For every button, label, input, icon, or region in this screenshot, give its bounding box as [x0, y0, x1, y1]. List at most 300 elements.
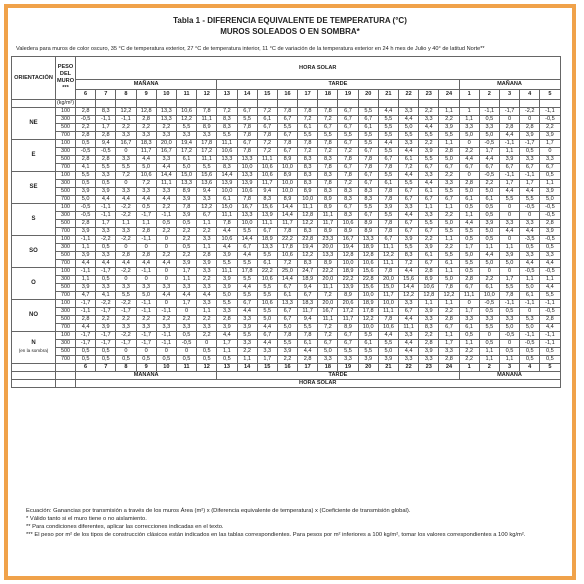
- value-cell: 5,5: [338, 348, 358, 356]
- value-cell: 13,3: [217, 156, 237, 164]
- table-row: [12, 116, 561, 124]
- value-cell: 5,5: [237, 332, 257, 340]
- value-cell: 8,3: [358, 196, 378, 204]
- value-cell: 0: [176, 308, 196, 316]
- value-cell: 3,3: [439, 348, 459, 356]
- blank-cell: [378, 100, 398, 108]
- value-cell: 3,3: [520, 220, 540, 228]
- orientation-note: (en la sombra): [18, 348, 49, 353]
- value-cell: -0,5: [479, 140, 499, 148]
- value-cell: 6,7: [419, 228, 439, 236]
- table-row: [12, 332, 561, 340]
- value-cell: 22,8: [298, 236, 318, 244]
- blank-cell: [12, 372, 56, 380]
- value-cell: 6,1: [257, 116, 277, 124]
- value-cell: 6,1: [277, 292, 297, 300]
- period-morning-2-footer: MAÑANA: [459, 372, 560, 380]
- value-cell: 5,5: [96, 164, 116, 172]
- value-cell: 16,7: [156, 148, 176, 156]
- value-cell: 0: [459, 172, 479, 180]
- value-cell: 8,3: [318, 156, 338, 164]
- value-cell: 5,0: [136, 164, 156, 172]
- value-cell: 0,5: [96, 276, 116, 284]
- value-cell: -0,5: [520, 204, 540, 212]
- value-cell: 0: [156, 300, 176, 308]
- value-cell: 4,4: [378, 140, 398, 148]
- value-cell: -0,5: [176, 340, 196, 348]
- value-cell: 5,5: [298, 324, 318, 332]
- value-cell: 7,8: [378, 220, 398, 228]
- hour-footer: 9: [136, 364, 156, 372]
- value-cell: 5,0: [439, 156, 459, 164]
- value-cell: 3,9: [217, 252, 237, 260]
- value-cell: 24,7: [298, 268, 318, 276]
- value-cell: 7,8: [378, 228, 398, 236]
- value-cell: 20,0: [318, 276, 338, 284]
- value-cell: 2,8: [439, 356, 459, 364]
- value-cell: 1,7: [520, 180, 540, 188]
- value-cell: 1,7: [176, 300, 196, 308]
- value-cell: 6,1: [459, 196, 479, 204]
- value-cell: 13,3: [358, 236, 378, 244]
- value-cell: 6,1: [479, 284, 499, 292]
- value-cell: 6,7: [520, 164, 540, 172]
- value-cell: 2,2: [176, 316, 196, 324]
- value-cell: 6,7: [277, 308, 297, 316]
- value-cell: 6,7: [459, 284, 479, 292]
- value-cell: 5,5: [217, 260, 237, 268]
- value-cell: -1,1: [76, 308, 96, 316]
- value-cell: 6,7: [318, 124, 338, 132]
- value-cell: 3,3: [197, 284, 217, 292]
- value-cell: 12,8: [298, 212, 318, 220]
- value-cell: 11,1: [459, 292, 479, 300]
- value-cell: 8,9: [318, 196, 338, 204]
- value-cell: 7,8: [499, 292, 519, 300]
- blank-cell: [136, 100, 156, 108]
- value-cell: 5,0: [176, 164, 196, 172]
- value-cell: 4,4: [156, 196, 176, 204]
- value-cell: 2,2: [176, 228, 196, 236]
- value-cell: 3,3: [116, 132, 136, 140]
- value-cell: 6,7: [378, 236, 398, 244]
- value-cell: 13,9: [338, 284, 358, 292]
- blank-cell: [156, 100, 176, 108]
- value-cell: 20,0: [156, 140, 176, 148]
- value-cell: 2,8: [439, 316, 459, 324]
- value-cell: 0: [156, 268, 176, 276]
- value-cell: 4,4: [399, 268, 419, 276]
- table-row: [12, 260, 561, 268]
- value-cell: 18,9: [358, 244, 378, 252]
- value-cell: 8,3: [257, 196, 277, 204]
- value-cell: 7,8: [358, 156, 378, 164]
- value-cell: 7,2: [277, 260, 297, 268]
- value-cell: 1,1: [439, 236, 459, 244]
- table-row: [12, 276, 561, 284]
- value-cell: 7,2: [257, 140, 277, 148]
- value-cell: 1,7: [257, 356, 277, 364]
- value-cell: 3,9: [217, 284, 237, 292]
- value-cell: 0,5: [499, 308, 519, 316]
- value-cell: 22,2: [257, 268, 277, 276]
- value-cell: 22,2: [318, 268, 338, 276]
- blank-cell: [257, 100, 277, 108]
- weight-cell: 300: [56, 244, 76, 252]
- value-cell: 4,4: [378, 332, 398, 340]
- value-cell: 1,1: [479, 348, 499, 356]
- weight-cell: 500: [56, 188, 76, 196]
- table-row: [12, 180, 561, 188]
- value-cell: 2,2: [176, 252, 196, 260]
- value-cell: 0,5: [459, 236, 479, 244]
- value-cell: 2,2: [197, 228, 217, 236]
- value-cell: 6,1: [358, 340, 378, 348]
- value-cell: 0: [116, 148, 136, 156]
- value-cell: 8,9: [277, 156, 297, 164]
- blank-cell: [399, 100, 419, 108]
- value-cell: 6,7: [338, 140, 358, 148]
- orientation-label: [12, 172, 56, 204]
- value-cell: 5,5: [378, 116, 398, 124]
- hour-footer: 13: [217, 364, 237, 372]
- value-cell: 2,2: [76, 124, 96, 132]
- value-cell: 15,0: [217, 204, 237, 212]
- value-cell: 0,5: [479, 236, 499, 244]
- blank-cell: [338, 100, 358, 108]
- value-cell: 0,5: [520, 244, 540, 252]
- blank-cell: [12, 364, 56, 372]
- value-cell: 6,1: [520, 292, 540, 300]
- value-cell: 3,3: [96, 228, 116, 236]
- temperature-table: [11, 56, 561, 388]
- value-cell: 16,7: [338, 236, 358, 244]
- value-cell: 3,3: [116, 284, 136, 292]
- value-cell: -1,7: [76, 340, 96, 348]
- value-cell: 10,6: [277, 252, 297, 260]
- value-cell: 8,9: [298, 188, 318, 196]
- hour-header: 11: [176, 90, 196, 100]
- value-cell: 14,4: [277, 276, 297, 284]
- value-cell: 4,4: [76, 324, 96, 332]
- value-cell: 18,9: [358, 300, 378, 308]
- value-cell: 1,7: [96, 220, 116, 228]
- value-cell: 0: [136, 348, 156, 356]
- value-cell: 0,5: [197, 356, 217, 364]
- value-cell: 6,7: [479, 164, 499, 172]
- hour-header: 22: [399, 90, 419, 100]
- value-cell: 0,5: [479, 204, 499, 212]
- value-cell: 2,2: [197, 332, 217, 340]
- value-cell: 2,2: [156, 252, 176, 260]
- orientation-name: O: [31, 280, 36, 286]
- value-cell: 0,5: [116, 356, 136, 364]
- value-cell: 0,5: [156, 220, 176, 228]
- value-cell: 5,5: [439, 228, 459, 236]
- value-cell: -1,7: [136, 340, 156, 348]
- value-cell: 11,1: [378, 244, 398, 252]
- value-cell: 7,8: [237, 124, 257, 132]
- value-cell: 5,5: [399, 244, 419, 252]
- value-cell: 3,3: [399, 300, 419, 308]
- value-cell: 6,1: [479, 196, 499, 204]
- value-cell: 8,3: [399, 252, 419, 260]
- value-cell: 10,6: [338, 220, 358, 228]
- value-cell: 0,5: [176, 332, 196, 340]
- weight-cell: 100: [56, 140, 76, 148]
- value-cell: 3,9: [176, 196, 196, 204]
- table-row: [12, 172, 561, 180]
- weight-cell: 500: [56, 124, 76, 132]
- value-cell: -1,7: [499, 108, 519, 116]
- value-cell: 17,2: [338, 308, 358, 316]
- weight-cell: 700: [56, 324, 76, 332]
- value-cell: 0: [499, 340, 519, 348]
- value-cell: 6,1: [459, 324, 479, 332]
- value-cell: 1,7: [96, 124, 116, 132]
- value-cell: 5,0: [499, 324, 519, 332]
- value-cell: 8,9: [358, 228, 378, 236]
- table-row: [12, 164, 561, 172]
- blank-cell: [56, 372, 76, 380]
- value-cell: 3,3: [197, 300, 217, 308]
- value-cell: 7,2: [318, 116, 338, 124]
- value-cell: 4,4: [217, 228, 237, 236]
- value-cell: 1,7: [459, 244, 479, 252]
- value-cell: 3,3: [439, 180, 459, 188]
- value-cell: 12,8: [358, 252, 378, 260]
- value-cell: 0: [116, 276, 136, 284]
- value-cell: 2,2: [419, 332, 439, 340]
- value-cell: 12,2: [378, 252, 398, 260]
- value-cell: 5,5: [378, 132, 398, 140]
- value-cell: -2,2: [116, 332, 136, 340]
- weight-cell: 700: [56, 132, 76, 140]
- value-cell: 0: [136, 244, 156, 252]
- value-cell: 7,2: [298, 116, 318, 124]
- value-cell: 3,3: [399, 204, 419, 212]
- value-cell: 1,7: [217, 340, 237, 348]
- value-cell: 3,3: [479, 316, 499, 324]
- value-cell: 6,1: [419, 252, 439, 260]
- value-cell: 7,8: [318, 164, 338, 172]
- value-cell: 5,5: [217, 300, 237, 308]
- value-cell: 15,6: [358, 284, 378, 292]
- value-cell: 10,6: [176, 108, 196, 116]
- value-cell: 13,9: [237, 180, 257, 188]
- value-cell: 0: [499, 268, 519, 276]
- value-cell: 8,9: [358, 220, 378, 228]
- blank-cell: [298, 100, 318, 108]
- orientation-name: E: [31, 152, 36, 158]
- value-cell: 6,7: [277, 132, 297, 140]
- value-cell: -1,1: [540, 340, 560, 348]
- value-cell: 3,3: [197, 236, 217, 244]
- table-row: [12, 356, 561, 364]
- table-row: [12, 340, 561, 348]
- value-cell: 6,7: [439, 164, 459, 172]
- weight-cell: 700: [56, 164, 76, 172]
- value-cell: 6,7: [399, 228, 419, 236]
- value-cell: 12,8: [338, 252, 358, 260]
- value-cell: -0,5: [540, 212, 560, 220]
- value-cell: 1,1: [116, 220, 136, 228]
- value-cell: 5,0: [459, 252, 479, 260]
- value-cell: 2,2: [136, 124, 156, 132]
- value-cell: 2,2: [116, 124, 136, 132]
- value-cell: 5,5: [439, 252, 459, 260]
- table-notes: [26, 507, 566, 539]
- value-cell: 0,5: [459, 268, 479, 276]
- blank-cell: [197, 100, 217, 108]
- value-cell: 1,1: [76, 244, 96, 252]
- value-cell: 17,8: [197, 140, 217, 148]
- value-cell: 10,6: [378, 324, 398, 332]
- value-cell: 4,4: [96, 260, 116, 268]
- value-cell: 5,3: [520, 316, 540, 324]
- value-cell: 0,5: [520, 148, 540, 156]
- value-cell: 10,6: [257, 300, 277, 308]
- orientation-label: [12, 204, 56, 236]
- value-cell: 6,7: [338, 108, 358, 116]
- hour-header: 9: [136, 90, 156, 100]
- value-cell: 12,2: [298, 252, 318, 260]
- value-cell: 10,0: [217, 188, 237, 196]
- value-cell: 4,4: [399, 212, 419, 220]
- value-cell: 1,1: [540, 276, 560, 284]
- value-cell: 5,5: [439, 188, 459, 196]
- value-cell: -0,5: [76, 116, 96, 124]
- value-cell: 5,5: [378, 212, 398, 220]
- hour-header: 3: [499, 90, 519, 100]
- blank-cell: [237, 100, 257, 108]
- value-cell: 3,3: [156, 188, 176, 196]
- value-cell: 17,8: [358, 308, 378, 316]
- value-cell: 3,9: [439, 124, 459, 132]
- value-cell: 4,4: [257, 324, 277, 332]
- value-cell: 1,7: [176, 268, 196, 276]
- table-row: [12, 348, 561, 356]
- value-cell: 0: [156, 276, 176, 284]
- value-cell: 10,0: [277, 164, 297, 172]
- value-cell: 13,3: [176, 180, 196, 188]
- value-cell: 6,7: [459, 164, 479, 172]
- orientation-label: [12, 108, 56, 140]
- blank-cell: [439, 100, 459, 108]
- value-cell: 6,7: [338, 124, 358, 132]
- value-cell: 11,1: [318, 316, 338, 324]
- value-cell: -1,1: [479, 108, 499, 116]
- value-cell: 4,4: [520, 260, 540, 268]
- value-cell: 0,5: [176, 220, 196, 228]
- value-cell: 10,6: [217, 148, 237, 156]
- value-cell: 1,1: [237, 356, 257, 364]
- value-cell: -1,7: [96, 340, 116, 348]
- value-cell: 2,8: [459, 180, 479, 188]
- value-cell: 1,1: [176, 276, 196, 284]
- value-cell: 10,0: [298, 196, 318, 204]
- value-cell: 14,4: [277, 212, 297, 220]
- value-cell: 7,8: [318, 140, 338, 148]
- value-cell: 12,2: [176, 116, 196, 124]
- value-cell: 8,9: [277, 172, 297, 180]
- weight-cell: 300: [56, 180, 76, 188]
- value-cell: 5,0: [479, 228, 499, 236]
- value-cell: 3,3: [156, 324, 176, 332]
- value-cell: 3,3: [96, 252, 116, 260]
- value-cell: 1,1: [439, 108, 459, 116]
- value-cell: -1,1: [499, 140, 519, 148]
- value-cell: 6,7: [439, 196, 459, 204]
- note-line: * Válido tanto si el muro tiene o no aislamiento.: [26, 516, 147, 522]
- hour-header: 23: [419, 90, 439, 100]
- value-cell: 1,7: [459, 308, 479, 316]
- value-cell: 5,0: [378, 348, 398, 356]
- orientation-label: [12, 300, 56, 332]
- value-cell: 15,6: [358, 268, 378, 276]
- value-cell: -0,5: [499, 332, 519, 340]
- value-cell: 6,7: [338, 340, 358, 348]
- value-cell: 5,5: [378, 172, 398, 180]
- value-cell: 3,9: [399, 236, 419, 244]
- weight-cell: 100: [56, 236, 76, 244]
- value-cell: 1,1: [479, 356, 499, 364]
- value-cell: 7,2: [399, 260, 419, 268]
- value-cell: 19,4: [176, 140, 196, 148]
- hour-header: 16: [277, 90, 297, 100]
- value-cell: 5,5: [257, 292, 277, 300]
- blank-cell: [96, 100, 116, 108]
- value-cell: 8,9: [318, 228, 338, 236]
- value-cell: 7,8: [338, 172, 358, 180]
- value-cell: 3,3: [459, 124, 479, 132]
- value-cell: 7,2: [257, 108, 277, 116]
- value-cell: 13,3: [156, 108, 176, 116]
- value-cell: 8,9: [176, 188, 196, 196]
- value-cell: 0,5: [540, 172, 560, 180]
- value-cell: -1,7: [520, 140, 540, 148]
- value-cell: 5,5: [277, 340, 297, 348]
- value-cell: 7,8: [318, 180, 338, 188]
- value-cell: 0: [116, 180, 136, 188]
- value-cell: -2,2: [96, 300, 116, 308]
- value-cell: -1,1: [156, 340, 176, 348]
- value-cell: 4,4: [499, 228, 519, 236]
- hour-header: 24: [439, 90, 459, 100]
- value-cell: 4,4: [116, 196, 136, 204]
- table-row: [12, 252, 561, 260]
- blank-cell: [76, 100, 96, 108]
- value-cell: -0,5: [96, 148, 116, 156]
- value-cell: 10,0: [277, 188, 297, 196]
- orientation-name: SO: [29, 248, 38, 254]
- value-cell: 5,5: [378, 148, 398, 156]
- value-cell: 7,8: [338, 156, 358, 164]
- value-cell: 4,4: [298, 348, 318, 356]
- weight-cell: 500: [56, 316, 76, 324]
- value-cell: 3,3: [176, 324, 196, 332]
- value-cell: 5,5: [237, 292, 257, 300]
- value-cell: 6,7: [419, 260, 439, 268]
- value-cell: 7,8: [237, 196, 257, 204]
- value-cell: 4,4: [499, 132, 519, 140]
- value-cell: -1,1: [520, 172, 540, 180]
- value-cell: 12,2: [358, 316, 378, 324]
- value-cell: 5,5: [318, 132, 338, 140]
- value-cell: 0: [520, 212, 540, 220]
- value-cell: 3,3: [116, 228, 136, 236]
- value-cell: 3,9: [96, 324, 116, 332]
